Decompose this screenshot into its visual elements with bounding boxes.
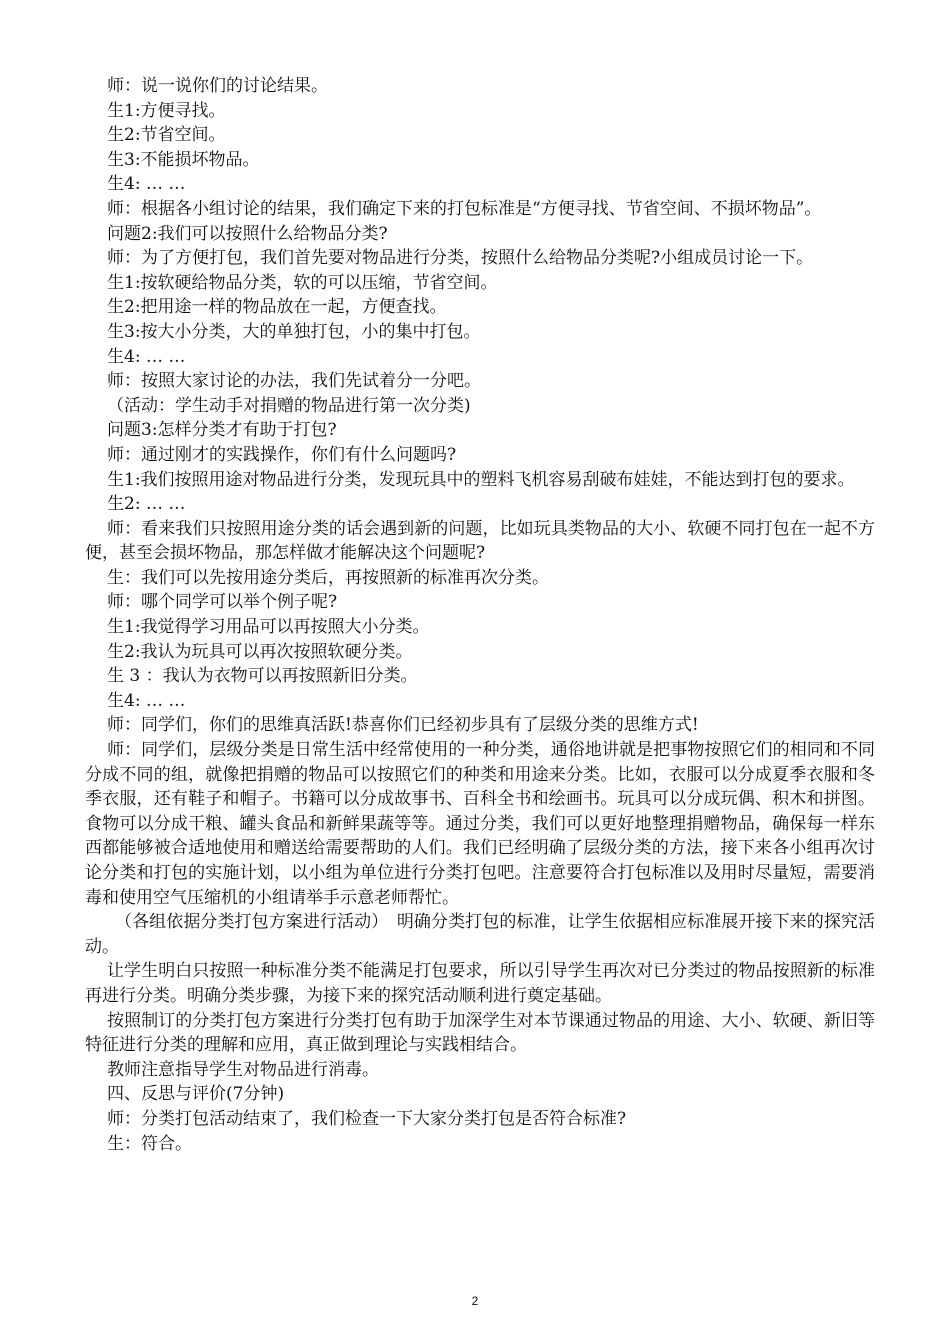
- paragraph: 生4: … …: [107, 690, 186, 711]
- page-number: 2: [471, 1294, 479, 1308]
- paragraph: 生4: … …: [107, 346, 186, 367]
- paragraph: 师：为了方便打包，我们首先要对物品进行分类，按照什么给物品分类呢?小组成员讨论一下。: [107, 248, 814, 269]
- paragraph: 师：根据各小组讨论的结果，我们确定下来的打包标准是“方便寻找、节省空间、不损坏物品”。: [107, 198, 822, 219]
- paragraph: 生1:我觉得学习用品可以再按照大小分类。: [107, 617, 430, 638]
- paragraph: 生1:我们按照用途对物品进行分类，发现玩具中的塑料飞机容易刮破布娃娃，不能达到打包的要求。: [107, 469, 855, 490]
- paragraph: 师：同学们，你们的思维真活跃!恭喜你们已经初步具有了层级分类的思维方式!: [107, 715, 699, 736]
- paragraph: 生：符合。: [107, 1133, 192, 1154]
- paragraph: 生4: … …: [107, 174, 186, 195]
- paragraph: （活动：学生动手对捐赠的物品进行第一次分类): [107, 395, 471, 416]
- paragraph: 师：通过刚才的实践操作，你们有什么问题吗?: [107, 444, 457, 465]
- paragraph: 问题2:我们可以按照什么给物品分类?: [107, 223, 388, 244]
- section-heading: 四、反思与评价(7分钟): [107, 1084, 285, 1105]
- paragraph: 师：按照大家讨论的办法，我们先试着分一分吧。: [107, 371, 481, 392]
- paragraph: 生3:不能损坏物品。: [107, 149, 260, 170]
- paragraph: 生3:按大小分类，大的单独打包，小的集中打包。: [107, 321, 481, 342]
- paragraph: 按照制订的分类打包方案进行分类打包有助于加深学生对本节课通过物品的用途、大小、软硬、新旧等特征进行分类的理解和应用，真正做到理论与实践相结合。: [85, 1010, 875, 1056]
- paragraph: 师：说一说你们的讨论结果。: [107, 76, 328, 96]
- paragraph: 生1:按软硬给物品分类，软的可以压缩，节省空间。: [107, 272, 498, 293]
- paragraph: 生2:我认为玩具可以再次按照软硬分类。: [107, 641, 413, 662]
- paragraph: 师：看来我们只按照用途分类的话会遇到新的问题，比如玩具类物品的大小、软硬不同打包在一起不方便，甚至会损坏物品，那怎样做才能解决这个问题呢?: [85, 518, 875, 564]
- paragraph: 生1:方便寻找。: [107, 100, 226, 121]
- paragraph: 师：同学们，层级分类是日常生活中经常使用的一种分类，通俗地讲就是把事物按照它们的相同和不同分成不同的组，就像把捐赠的物品可以按照它们的种类和用途来分类。比如，衣服可以分成夏季衣服和冬季衣服，还有鞋子和帽子。书籍可以分成故事书、百科全书和绘画书。玩具可以分成玩偶、积木和拼图。食物可以分成干粮、罐头食品和新鲜果蔬等等。通过分类，我们可以更好地整理捐赠物品，确保每一样东西都能够被合适地使用和赠送给需要帮助的人们。我们已经明确了层级分类的方法，接下来各小组再次讨论分类和打包的实施计划，以小组为单位进行分类打包吧。注意要符合打包标准以及用时尽量短，需要消毒和使用空气压缩机的小组请举手示意老师帮忙。: [85, 740, 875, 908]
- paragraph: 师：分类打包活动结束了，我们检查一下大家分类打包是否符合标准?: [107, 1108, 627, 1129]
- paragraph: （各组依据分类打包方案进行活动） 明确分类打包的标准，让学生依据相应标准展开接下来的探究活动。: [85, 912, 875, 957]
- paragraph: 生：我们可以先按用途分类后，再按照新的标准再次分类。: [107, 567, 549, 588]
- paragraph: 生 3 ：我认为衣物可以再按照新旧分类。: [107, 666, 418, 687]
- paragraph: 问题3:怎样分类才有助于打包?: [107, 420, 337, 441]
- paragraph: 让学生明白只按照一种标准分类不能满足打包要求，所以引导学生再次对已分类过的物品按照新的标准再进行分类。明确分类步骤，为接下来的探究活动顺利进行奠定基础。: [85, 961, 875, 1006]
- paragraph: 生2:节省空间。: [107, 125, 226, 146]
- paragraph: 教师注意指导学生对物品进行消毒。: [107, 1059, 379, 1080]
- paragraph: 生2:把用途一样的物品放在一起，方便查找。: [107, 297, 447, 318]
- paragraph: 生2: … …: [107, 494, 186, 515]
- paragraph: 师：哪个同学可以举个例子呢?: [107, 592, 338, 613]
- document-body: [85, 74, 875, 1156]
